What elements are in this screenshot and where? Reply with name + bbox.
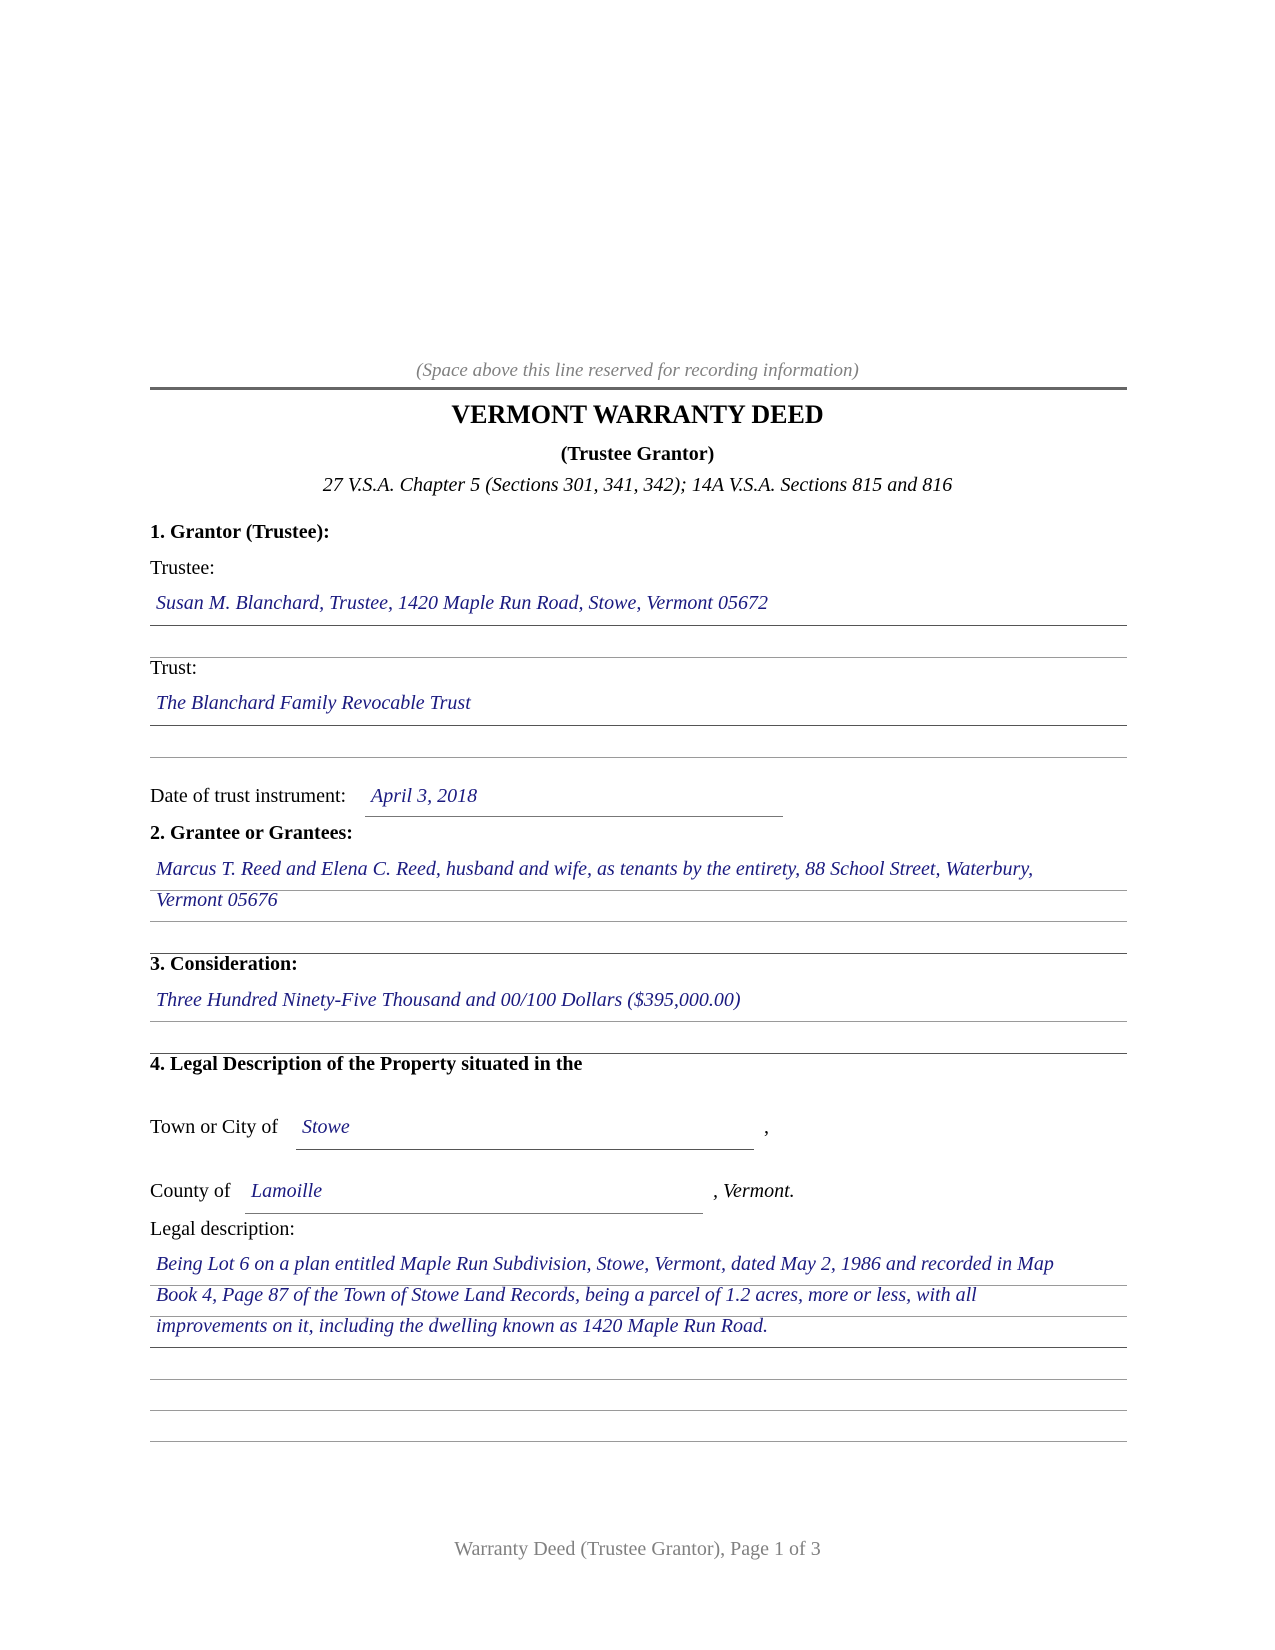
trust-label: Trust:	[150, 657, 198, 679]
trustee-label: Trustee:	[150, 557, 215, 579]
legal-line-4	[150, 1379, 1127, 1380]
legal-line-6	[150, 1441, 1127, 1442]
page-footer: Warranty Deed (Trustee Grantor), Page 1 of 3	[454, 1538, 821, 1560]
trust-date-field[interactable]: April 3, 2018	[371, 785, 478, 807]
section1-heading: 1. Grantor (Trustee):	[150, 521, 330, 543]
legal-line-3	[150, 1347, 1127, 1348]
trust-line-1	[150, 725, 1127, 726]
recording-note: (Space above this line reserved for recording information)	[416, 360, 859, 381]
town-underline	[296, 1149, 754, 1150]
trustee-line-1	[150, 625, 1127, 626]
legal-description-label: Legal description:	[150, 1218, 295, 1240]
grantee-field-line-2[interactable]: Vermont 05676	[156, 889, 278, 911]
grantee-field-line-1[interactable]: Marcus T. Reed and Elena C. Reed, husband and wife, as tenants by the entirety, 88 School Street, Waterbury,	[156, 858, 1034, 880]
section4-heading: 4. Legal Description of the Property situated in the	[150, 1053, 583, 1075]
trust-date-label: Date of trust instrument:	[150, 785, 347, 807]
consideration-line-1	[150, 1021, 1127, 1022]
legal-description-line-1[interactable]: Being Lot 6 on a plan entitled Maple Run Subdivision, Stowe, Vermont, dated May 2, 1986 and recorded in Map	[156, 1253, 1054, 1275]
recording-divider	[150, 387, 1127, 390]
grantee-line-1	[150, 890, 1127, 891]
trust-line-2	[150, 757, 1127, 758]
section3-heading: 3. Consideration:	[150, 953, 298, 975]
legal-line-5	[150, 1410, 1127, 1411]
trust-field[interactable]: The Blanchard Family Revocable Trust	[156, 692, 471, 714]
consideration-field[interactable]: Three Hundred Ninety-Five Thousand and 00/100 Dollars ($395,000.00)	[156, 989, 741, 1011]
county-field[interactable]: Lamoille	[251, 1180, 323, 1202]
town-suffix: ,	[764, 1116, 769, 1138]
document-title: VERMONT WARRANTY DEED	[451, 400, 824, 429]
grantee-line-2	[150, 921, 1127, 922]
legal-description-line-2[interactable]: Book 4, Page 87 of the Town of Stowe Land Records, being a parcel of 1.2 acres, more or less, with all	[156, 1284, 977, 1306]
county-label: County of	[150, 1180, 231, 1202]
town-field[interactable]: Stowe	[302, 1116, 350, 1138]
trust-date-underline	[365, 816, 783, 817]
statute-reference: 27 V.S.A. Chapter 5 (Sections 301, 341, 342); 14A V.S.A. Sections 815 and 816	[322, 474, 953, 496]
document-subtitle: (Trustee Grantor)	[560, 443, 715, 465]
county-underline	[245, 1213, 703, 1214]
section2-heading: 2. Grantee or Grantees:	[150, 822, 353, 844]
trustee-line-2	[150, 657, 1127, 658]
county-suffix: , Vermont.	[713, 1180, 795, 1202]
town-label: Town or City of	[150, 1116, 279, 1138]
trustee-field[interactable]: Susan M. Blanchard, Trustee, 1420 Maple Run Road, Stowe, Vermont 05672	[156, 592, 768, 614]
legal-description-line-3[interactable]: improvements on it, including the dwelling known as 1420 Maple Run Road.	[156, 1315, 768, 1337]
